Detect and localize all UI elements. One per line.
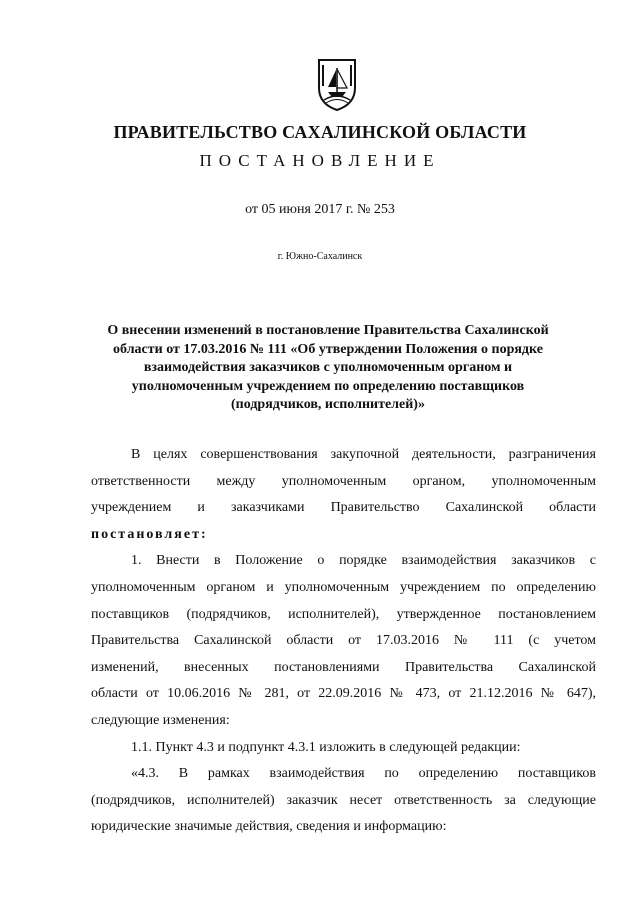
resolution-keyword: постановляет: <box>91 526 208 542</box>
body-line: Правительства Сахалинской области от 17.03.2016 № 111 (с учетом <box>91 633 596 649</box>
body-line: «4.3. В рамках взаимодействия по определению поставщиков <box>131 766 596 782</box>
document-body <box>91 442 596 841</box>
document-date-number: от 05 июня 2017 г. № 253 <box>245 202 395 217</box>
body-line: юридические значимые действия, сведения и информацию: <box>91 819 447 835</box>
organization-name: ПРАВИТЕЛЬСТВО САХАЛИНСКОЙ ОБЛАСТИ <box>113 122 527 142</box>
body-line: области от 10.06.2016 № 281, от 22.09.2016 № 473, от 21.12.2016 № 647), <box>91 686 596 702</box>
body-line: следующие изменения: <box>91 712 230 728</box>
body-line: (подрядчиков, исполнителей) заказчик несет ответственность за следующие <box>91 792 596 808</box>
document-title <box>90 322 566 415</box>
document-city: г. Южно-Сахалинск <box>277 251 363 262</box>
title-line: уполномоченным учреждением по определению поставщиков <box>131 378 525 394</box>
document-type: ПОСТАНОВЛЕНИЕ <box>199 151 441 170</box>
title-line: взаимодействия заказчиков с уполномоченным органом и <box>143 360 513 375</box>
body-line: учреждением и заказчиками Правительство Сахалинской области <box>91 500 596 516</box>
body-line: ответственности между уполномоченным органом, уполномоченным <box>91 473 596 489</box>
body-line: В целях совершенствования закупочной деятельности, разграничения <box>131 447 596 462</box>
body-line: уполномоченным органом и уполномоченным учреждением по определению <box>91 579 596 595</box>
title-line: (подрядчиков, исполнителей)» <box>231 397 425 412</box>
title-line: области от 17.03.2016 № 111 «Об утверждении Положения о порядке <box>113 341 543 357</box>
body-line: поставщиков (подрядчиков, исполнителей), утвержденное постановлением <box>91 606 596 622</box>
body-line: 1.1. Пункт 4.3 и подпункт 4.3.1 изложить в следующей редакции: <box>131 739 521 755</box>
title-line: О внесении изменений в постановление Правительства Сахалинской <box>107 323 549 338</box>
body-line: изменений, внесенных постановлениями Правительства Сахалинской <box>91 659 596 675</box>
coat-of-arms-emblem <box>316 58 358 112</box>
body-line: 1. Внести в Положение о порядке взаимодействия заказчиков с <box>131 553 596 569</box>
